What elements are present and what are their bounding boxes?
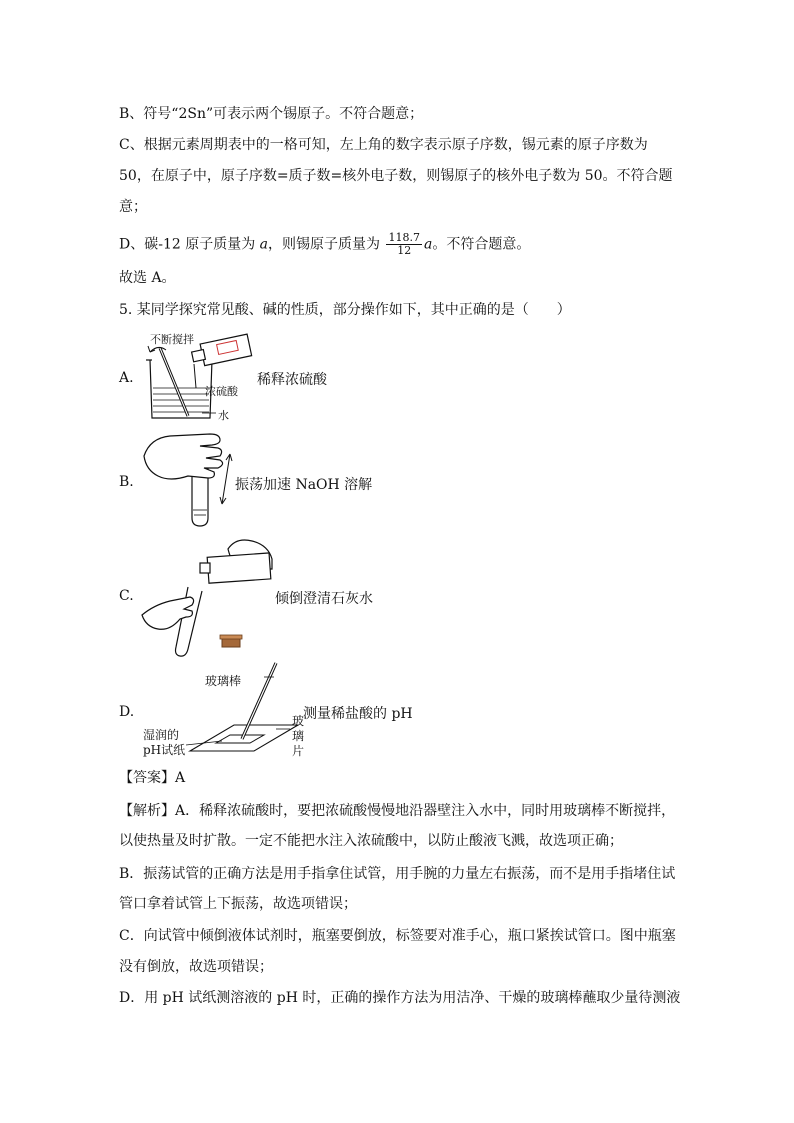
option-a-letter: A. [119,370,134,386]
text-line-option-d [119,232,530,257]
analysis-line: D．用 pH 试纸测溶液的 pH 时，正确的操作方法为用洁净、干燥的玻璃棒蘸取少量待测液 [119,990,681,1006]
analysis-line: 以使热量及时扩散。一定不能把水注入浓硫酸中，以防止酸液飞溅，故选项正确； [119,833,623,849]
text-line-option-c-2: 50，在原子中，原子序数=质子数=核外电子数，则锡原子的核外电子数为 50。不符合题 [119,168,673,184]
text-line-choose: 故选 A。 [119,270,176,286]
label-glass-plate-3: 片 [292,744,305,758]
analysis-line: C．向试管中倾倒液体试剂时，瓶塞要倒放，标签要对准手心，瓶口紧挨试管口。图中瓶塞 [119,928,676,944]
d-prefix: D、碳-12 原子质量为 [119,236,260,253]
analysis-line: 【解析】A．稀释浓硫酸时，要把浓硫酸慢慢地沿器壁注入水中，同时用玻璃棒不断搅拌， [119,803,676,819]
text-line-option-c-1: C、根据元素周期表中的一格可知，左上角的数字表示原子序数，锡元素的原子序数为 [119,137,648,153]
d-middle: ，则锡原子质量为 [268,236,385,253]
caption-a: 稀释浓硫酸 [257,372,327,388]
label-ph-paper-2: pH试纸 [143,743,186,757]
var-a: a [259,236,269,253]
option-c-letter: C. [119,588,134,604]
label-concentrated-acid: 浓硫酸 [205,385,238,398]
label-glass-rod: 玻璃棒 [205,674,242,688]
figure-pour-limewater [140,535,275,660]
label-stir: 不断搅拌 [150,333,194,346]
text-line-option-c-3: 意； [119,199,147,215]
analysis-line: 没有倒放，故选项错误； [119,959,273,975]
var-a-2: a [423,236,433,253]
answer: 【答案】A [119,770,186,786]
label-glass-plate-2: 璃 [292,729,305,743]
caption-b: 振荡加速 NaOH 溶解 [235,477,373,493]
fraction-denominator: 12 [397,244,412,257]
option-d-letter: D. [119,704,135,720]
text-line-option-b: B、符号“2Sn”可表示两个锡原子。不符合题意； [119,106,424,122]
fraction-numerator: 118.7 [388,231,420,244]
label-ph-paper-1: 湿润的 [143,728,180,742]
caption-d: 测量稀盐酸的 pH [303,706,413,722]
fraction [386,232,422,257]
option-b-letter: B. [119,474,134,490]
analysis-line: B．振荡试管的正确方法是用手指拿住试管，用手腕的力量左右振荡，而不是用手指堵住试 [119,866,676,882]
question-5: 5. 某同学探究常见酸、碱的性质，部分操作如下，其中正确的是（ ） [119,302,571,318]
label-water: 水 [218,409,229,422]
d-suffix: 。不符合题意。 [432,236,531,253]
analysis-line: 管口拿着试管上下振荡，故选项错误； [119,896,357,912]
label-glass-plate-1: 玻 [292,714,305,728]
figure-shake-tube [140,430,240,530]
caption-c: 倾倒澄清石灰水 [275,591,373,607]
